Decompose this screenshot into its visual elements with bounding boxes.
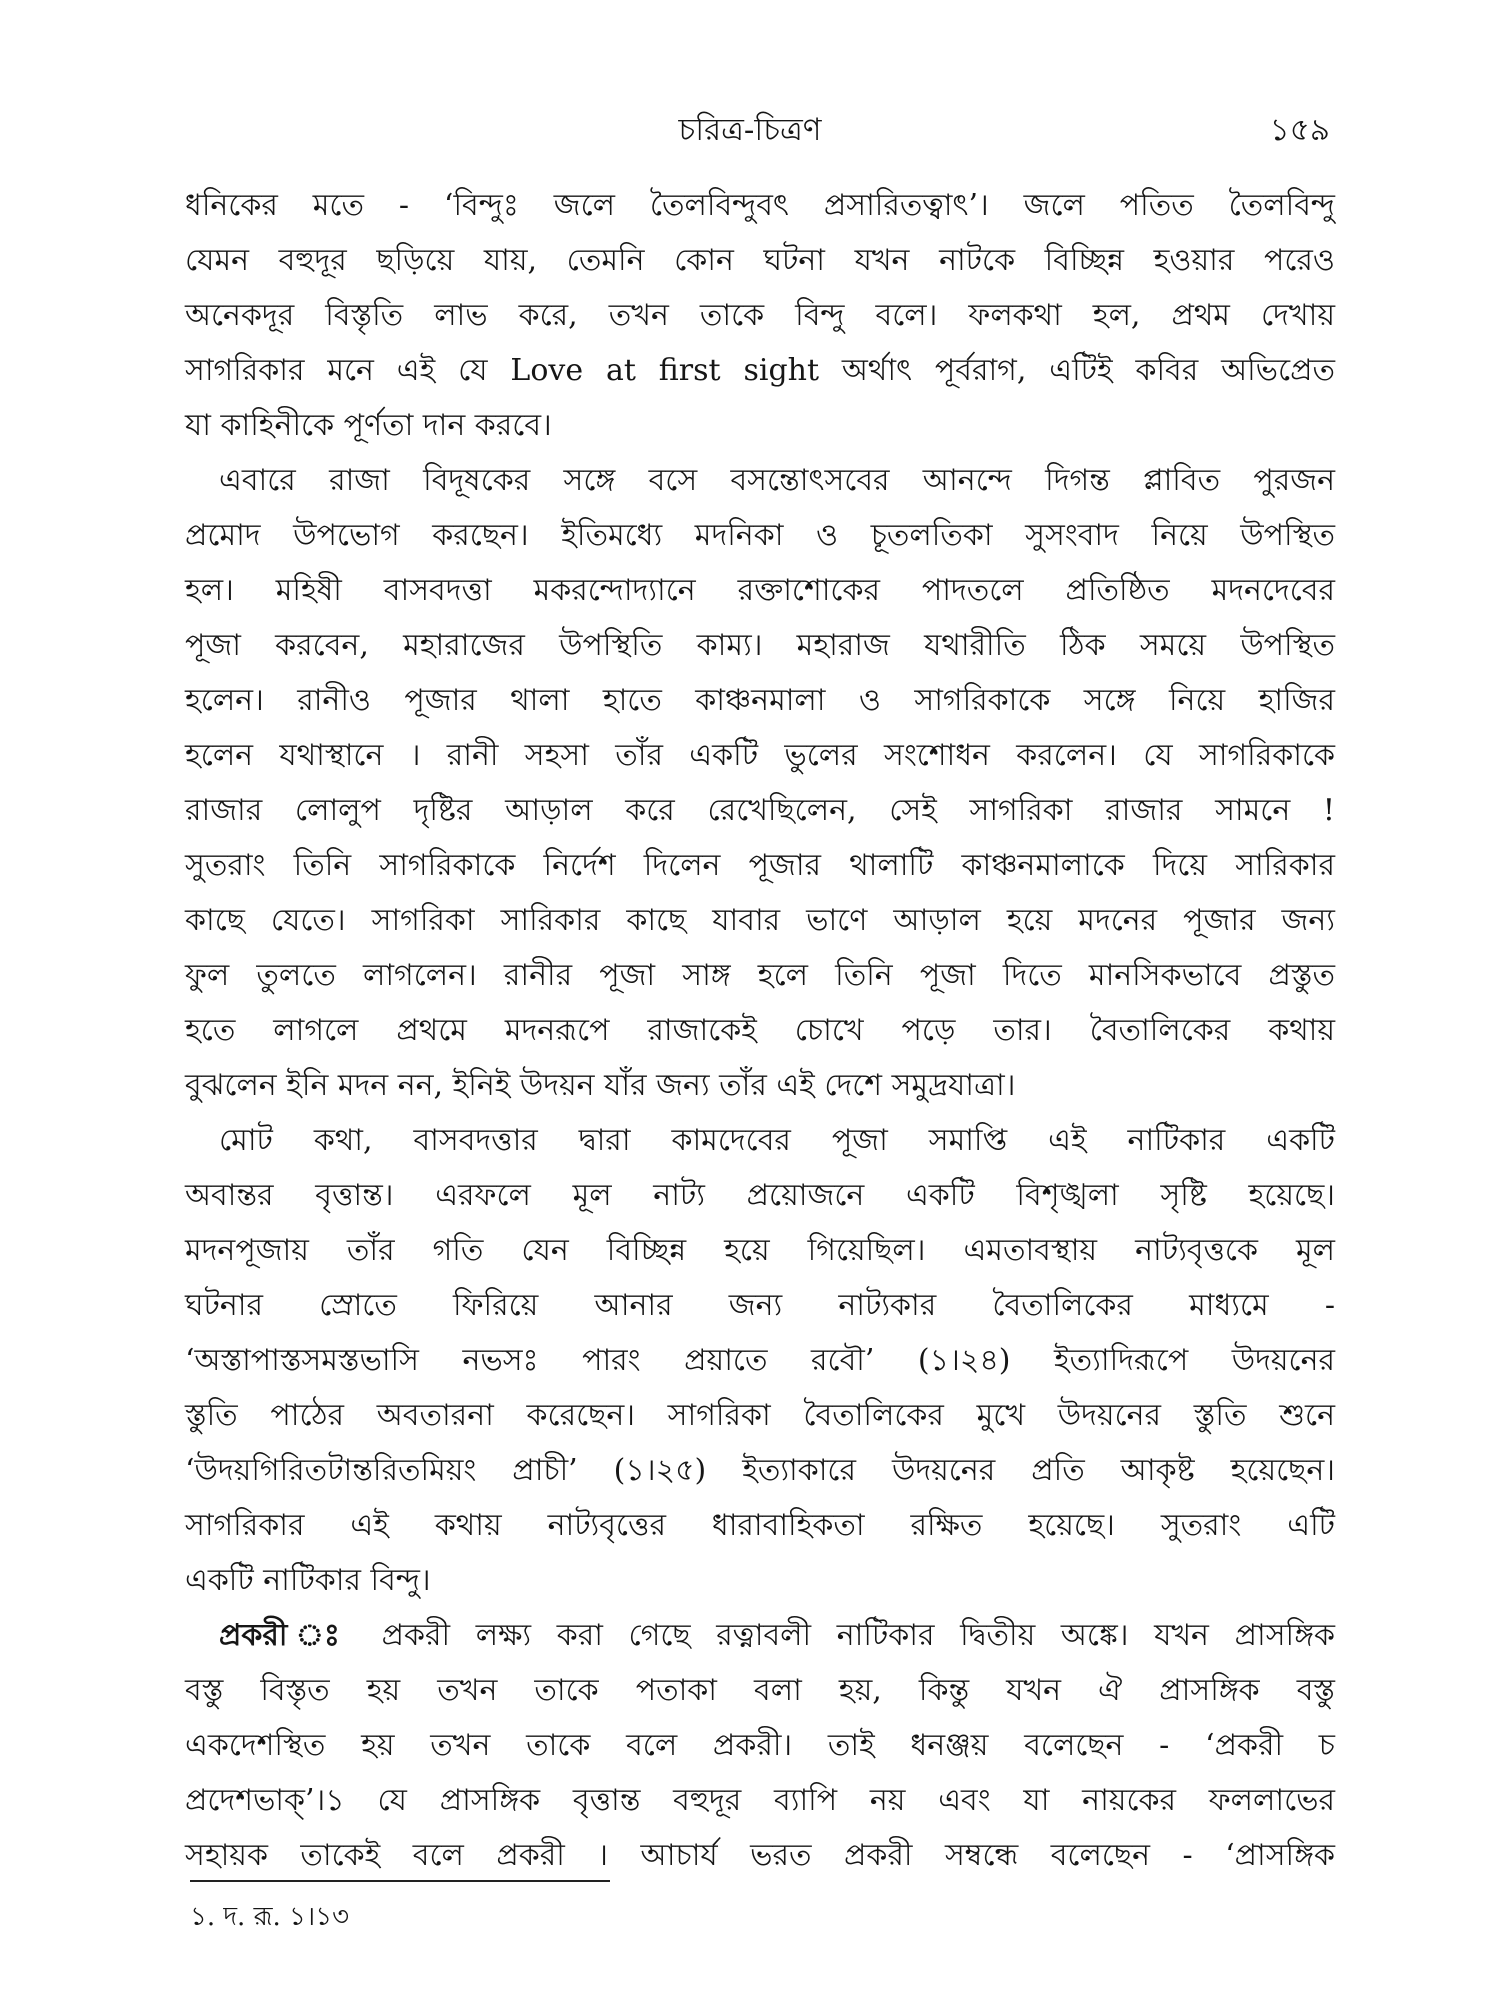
text-line: হলেন যথাস্থানে । রানী সহসা তাঁর একটি ভুলের সংশোধন করলেন। যে সাগরিকাকে xyxy=(185,738,1335,773)
text-line: হতে লাগলে প্রথমে মদনরূপে রাজাকেই চোখে পড়ে তার। বৈতালিকের কথায় xyxy=(185,1013,1335,1048)
text-line: হলেন। রানীও পূজার থালা হাতে কাঞ্চনমালা ও সাগরিকাকে সঙ্গে নিয়ে হাজির xyxy=(185,683,1335,718)
text-line: ‘উদয়গিরিতটান্তরিতমিয়ং প্রাচী’ (১।২৫) ইত্যাকারে উদয়নের প্রতি আকৃষ্ট হয়েছেন। xyxy=(185,1453,1335,1488)
text-line: সুতরাং তিনি সাগরিকাকে নির্দেশ দিলেন পূজার থালাটি কাঞ্চনমালাকে দিয়ে সারিকার xyxy=(185,848,1335,883)
text-line: বুঝলেন ইনি মদন নন, ইনিই উদয়ন যাঁর জন্য তাঁর এই দেশে সমুদ্রযাত্রা। xyxy=(185,1068,1016,1103)
text-line: প্রমোদ উপভোগ করছেন। ইতিমধ্যে মদনিকা ও চূতলতিকা সুসংবাদ নিয়ে উপস্থিত xyxy=(185,518,1335,553)
body-text xyxy=(185,178,1335,1883)
running-header xyxy=(0,100,1500,160)
text-line: ধনিকের মতে - ‘বিন্দুঃ জলে তৈলবিন্দুবৎ প্রসারিতত্বাৎ’। জলে পতিত তৈলবিন্দু xyxy=(185,188,1335,223)
text-line: স্তুতি পাঠের অবতারনা করেছেন। সাগরিকা বৈতালিকের মুখে উদয়নের স্তুতি শুনে xyxy=(185,1398,1335,1433)
text-line: বস্তু বিস্তৃত হয় তখন তাকে পতাকা বলা হয়, কিন্তু যখন ঐ প্রাসঙ্গিক বস্তু xyxy=(185,1673,1335,1708)
footnote-divider xyxy=(190,1880,610,1882)
text-line: সহায়ক তাকেই বলে প্রকরী । আচার্য ভরত প্রকরী সম্বন্ধে বলেছেন - ‘প্রাসঙ্গিক xyxy=(185,1838,1335,1873)
text-line: অবান্তর বৃত্তান্ত। এরফলে মূল নাট্য প্রয়োজনে একটি বিশৃঙ্খলা সৃষ্টি হয়েছে। xyxy=(185,1178,1335,1213)
text-line: ফুল তুলতে লাগলেন। রানীর পূজা সাঙ্গ হলে তিনি পূজা দিতে মানসিকভাবে প্রস্তুত xyxy=(185,958,1335,993)
text-line: প্রদেশভাক্’।১ যে প্রাসঙ্গিক বৃত্তান্ত বহুদূর ব্যাপি নয় এবং যা নায়কের ফললাভের xyxy=(185,1783,1335,1818)
text-line: একদেশস্থিত হয় তখন তাকে বলে প্রকরী। তাই ধনঞ্জয় বলেছেন - ‘প্রকরী চ xyxy=(185,1728,1335,1763)
text-line: ‘অস্তাপাস্তসমস্তভাসি নভসঃ পারং প্রয়াতে রবৌ’ (১।২৪) ইত্যাদিরূপে উদয়নের xyxy=(185,1343,1335,1378)
text-line: যেমন বহুদূর ছড়িয়ে যায়, তেমনি কোন ঘটনা যখন নাটকে বিচ্ছিন্ন হওয়ার পরেও xyxy=(185,243,1335,278)
text-line: কাছে যেতে। সাগরিকা সারিকার কাছে যাবার ভাণে আড়াল হয়ে মদনের পূজার জন্য xyxy=(185,903,1335,938)
text-line: অনেকদূর বিস্তৃতি লাভ করে, তখন তাকে বিন্দু বলে। ফলকথা হল, প্রথম দেখায় xyxy=(185,298,1335,333)
text-line: যা কাহিনীকে পূর্ণতা দান করবে। xyxy=(185,408,552,443)
text-line: সাগরিকার মনে এই যে Love at first sight অর্থাৎ পূর্বরাগ, এটিই কবির অভিপ্রেত xyxy=(185,353,1335,388)
page-number: ১৫৯ xyxy=(1269,112,1330,148)
text-line: মদনপূজায় তাঁর গতি যেন বিচ্ছিন্ন হয়ে গিয়েছিল। এমতাবস্থায় নাট্যবৃত্তকে মূল xyxy=(185,1233,1335,1268)
prakari-first-line: প্রকরী লক্ষ্য করা গেছে রত্নাবলী নাটিকার দ্বিতীয় অঙ্কে। যখন প্রাসঙ্গিক xyxy=(381,1618,1335,1653)
prakari-term: প্রকরী ঃ xyxy=(219,1618,356,1653)
text-line: হল। মহিষী বাসবদত্তা মকরন্দোদ্যানে রক্তাশোকের পাদতলে প্রতিষ্ঠিত মদনদেবের xyxy=(185,573,1335,608)
text-line: মোট কথা, বাসবদত্তার দ্বারা কামদেবের পূজা সমাপ্তি এই নাটিকার একটি xyxy=(219,1123,1335,1158)
text-line: একটি নাটিকার বিন্দু। xyxy=(185,1563,431,1598)
text-line: এবারে রাজা বিদূষকের সঙ্গে বসে বসন্তোৎসবের আনন্দে দিগন্ত প্লাবিত পুরজন xyxy=(219,463,1335,498)
text-block-bindu xyxy=(185,178,1335,1608)
text-line: সাগরিকার এই কথায় নাট্যবৃত্তের ধারাবাহিকতা রক্ষিত হয়েছে। সুতরাং এটি xyxy=(185,1508,1335,1543)
footnote: ১. দ. রূ. ১।১৩ xyxy=(190,1902,349,1932)
text-line: রাজার লোলুপ দৃষ্টির আড়াল করে রেখেছিলেন, সেই সাগরিকা রাজার সামনে ! xyxy=(185,793,1335,828)
text-line: ঘটনার স্রোতে ফিরিয়ে আনার জন্য নাট্যকার বৈতালিকের মাধ্যমে - xyxy=(185,1288,1335,1323)
text-line: পূজা করবেন, মহারাজের উপস্থিতি কাম্য। মহারাজ যথারীতি ঠিক সময়ে উপস্থিত xyxy=(185,628,1335,663)
prakari-heading-line xyxy=(185,1608,1335,1663)
chapter-title: চরিত্র-চিত্রণ xyxy=(678,112,822,148)
text-block-prakari xyxy=(185,1663,1335,1883)
